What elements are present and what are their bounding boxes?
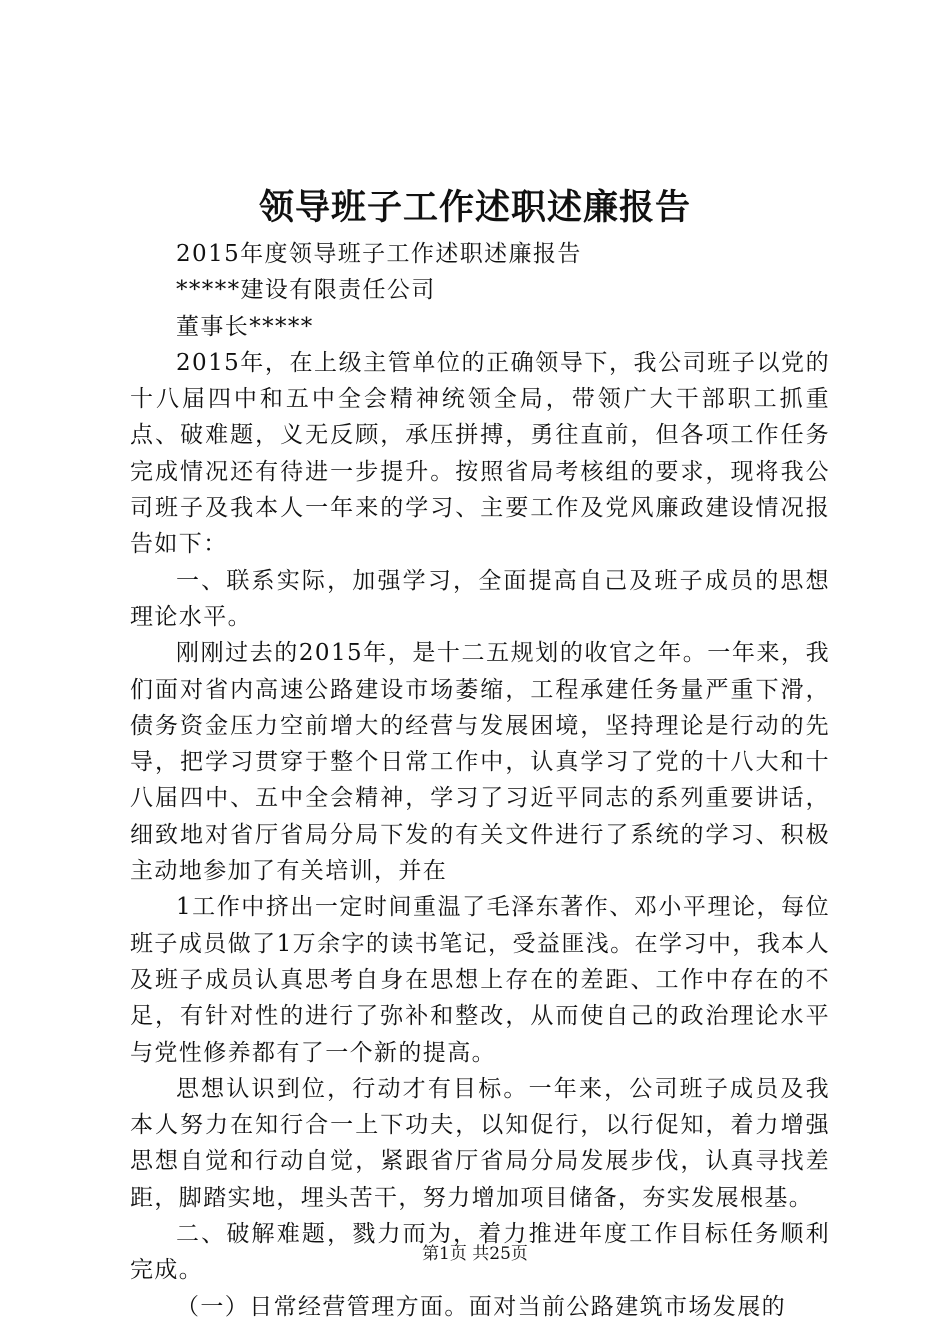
body-paragraph: 1工作中挤出一定时间重温了毛泽东著作、邓小平理论，每位班子成员做了1万余字的读书笔记，受益匪浅。在学习中，我本人及班子成员认真思考自身在思想上存在的差距、工作中存在的不足，有针对性的进行了弥补和整改，从而使自己的政治理论水平与党性修养都有了一个新的提高。 [130, 894, 830, 1066]
document-body [130, 236, 830, 1325]
author-line: 董事长***** [176, 313, 314, 340]
company-name: *****建设有限责任公司 [176, 277, 436, 304]
document-title: 领导班子工作述职述廉报告 [258, 187, 691, 228]
section-heading: 二、破解难题，戮力而为，着力推进年度工作目标任务顺利完成。 [130, 1221, 830, 1284]
body-paragraph: 2015年，在上级主管单位的正确领导下，我公司班子以党的十八届四中和五中全会精神统领全局，带领广大干部职工抓重点、破难题，义无反顾，承压拼搏，勇往直前，但各项工作任务完成情况还有待进一步提升。按照省局考核组的要求，现将我公司班子及我本人一年来的学习、主要工作及党风廉政建设情况报告如下： [130, 349, 830, 558]
body-paragraph: 思想认识到位，行动才有目标。一年来，公司班子成员及我本人努力在知行合一上下功夫，以知促行，以行促知，着力增强思想自觉和行动自觉，紧跟省厅省局分局发展步伐，认真寻找差距，脚踏实地，埋头苦干，努力增加项目储备，夯实发展根基。 [130, 1075, 830, 1211]
report-subtitle: 2015年度领导班子工作述职述廉报告 [176, 241, 582, 267]
section-heading: 一、联系实际，加强学习，全面提高自己及班子成员的思想理论水平。 [130, 567, 830, 630]
body-paragraph: （一）日常经营管理方面。面对当前公路建筑市场发展的 [176, 1293, 786, 1320]
body-paragraph: 刚刚过去的2015年，是十二五规划的收官之年。一年来，我们面对省内高速公路建设市场萎缩，工程承建任务量严重下滑，债务资金压力空前增大的经营与发展困境，坚持理论是行动的先导，把学习贯穿于整个日常工作中，认真学习了党的十八大和十八届四中、五中全会精神，学习了习近平同志的系列重要讲话，细致地对省厅省局分局下发的有关文件进行了系统的学习、积极主动地参加了有关培训，并在 [130, 640, 830, 885]
page-footer: 第1页 共25页 [422, 1244, 528, 1264]
